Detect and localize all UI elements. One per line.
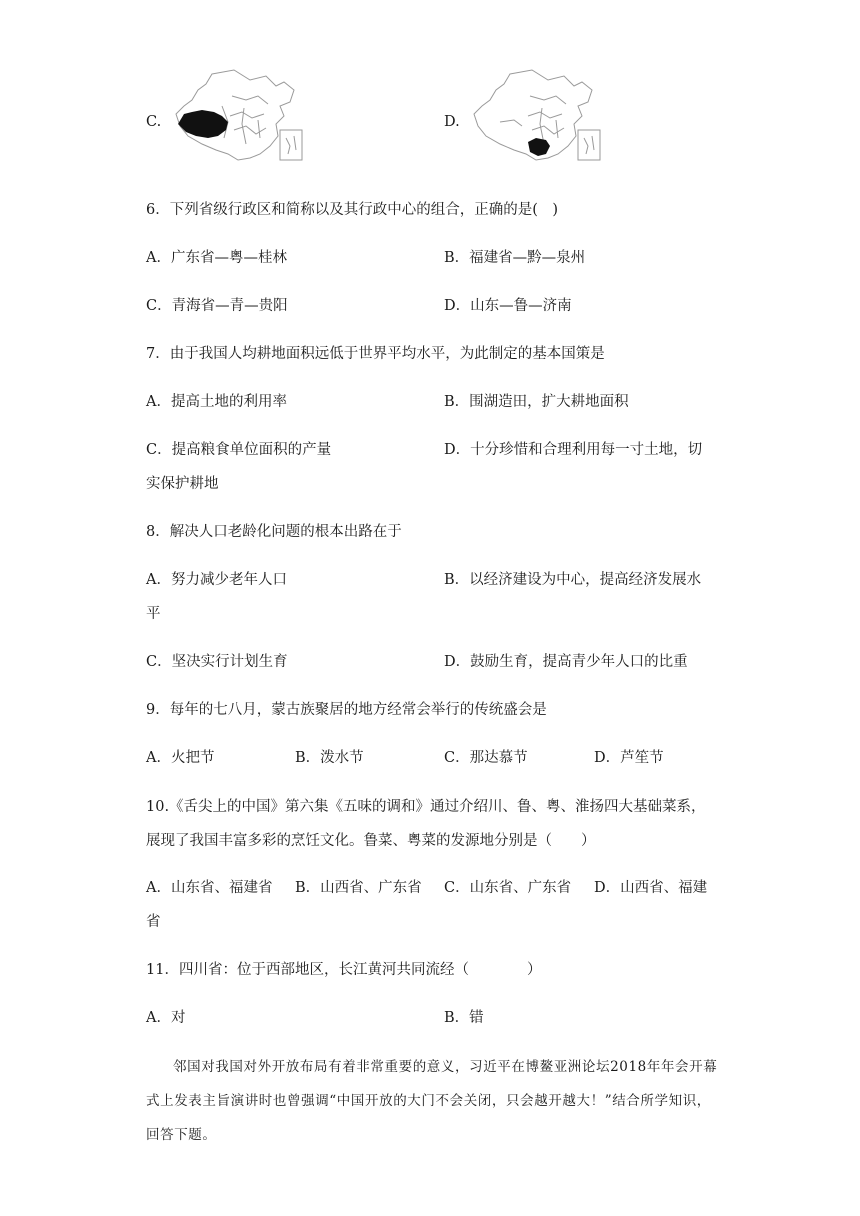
q6-option-c: C．青海省—青—贵阳 <box>146 298 288 314</box>
q6-stem: 6．下列省级行政区和简称以及其行政中心的组合，正确的是( ) <box>146 202 559 218</box>
q10-option-a: A．山东省、福建省 <box>146 880 273 896</box>
q10-option-d-continued: 省 <box>146 914 161 930</box>
china-map-guangxi-icon <box>470 66 608 170</box>
q9-option-c: C．那达慕节 <box>444 750 528 766</box>
q7-option-a: A．提高土地的利用率 <box>146 394 287 410</box>
q8-option-a: A．努力减少老年人口 <box>146 572 287 588</box>
q10-option-d: D．山西省、福建 <box>594 880 708 896</box>
q11-option-b: B．错 <box>444 1010 484 1026</box>
q11-stem: 11．四川省：位于西部地区，长江黄河共同流经（ ） <box>146 962 542 978</box>
q10-option-c: C．山东省、广东省 <box>444 880 572 896</box>
q6-option-d: D．山东—鲁—济南 <box>444 298 572 314</box>
q8-option-b-continued: 平 <box>146 606 161 622</box>
q7-stem: 7．由于我国人均耕地面积远低于世界平均水平，为此制定的基本国策是 <box>146 346 605 362</box>
q7-option-d-continued: 实保护耕地 <box>146 476 219 492</box>
q10-stem: 10.《舌尖上的中国》第六集《五味的调和》通过介绍川、鲁、粤、淮扬四大基础菜系，展现了我国丰富多彩的烹饪文化。鲁菜、粤菜的发源地分别是（ ） <box>146 799 706 849</box>
q9-option-b: B．泼水节 <box>295 750 364 766</box>
china-map-tibet-icon <box>172 66 310 170</box>
q7-option-b: B．围湖造田，扩大耕地面积 <box>444 394 629 410</box>
q8-option-b: B．以经济建设为中心，提高经济发展水 <box>444 572 702 588</box>
q5-option-d-label: D. <box>444 114 460 130</box>
q6-option-a: A．广东省—粤—桂林 <box>146 250 287 266</box>
q9-stem: 9．每年的七八月，蒙古族聚居的地方经常会举行的传统盛会是 <box>146 702 547 718</box>
q8-option-d: D．鼓励生育，提高青少年人口的比重 <box>444 654 688 670</box>
q7-option-d: D．十分珍惜和合理利用每一寸土地，切 <box>444 442 703 458</box>
q7-option-c: C．提高粮食单位面积的产量 <box>146 442 332 458</box>
q6-option-b: B．福建省—黔—泉州 <box>444 250 586 266</box>
q9-option-d: D．芦笙节 <box>594 750 664 766</box>
q9-option-a: A．火把节 <box>146 750 215 766</box>
q8-option-c: C．坚决实行计划生育 <box>146 654 288 670</box>
reading-passage: 邻国对我国对外开放布局有着非常重要的意义，习近平在博鳌亚洲论坛2018年年会开幕式上发表主旨演讲时也曾强调“中国开放的大门不会关闭，只会越开越大！”结合所学知识，回答下题。 <box>146 1059 718 1143</box>
q10-option-b: B．山西省、广东省 <box>295 880 422 896</box>
q11-option-a: A．对 <box>146 1010 186 1026</box>
q5-option-c-label: C. <box>146 114 162 130</box>
q8-stem: 8．解决人口老龄化问题的根本出路在于 <box>146 524 402 540</box>
